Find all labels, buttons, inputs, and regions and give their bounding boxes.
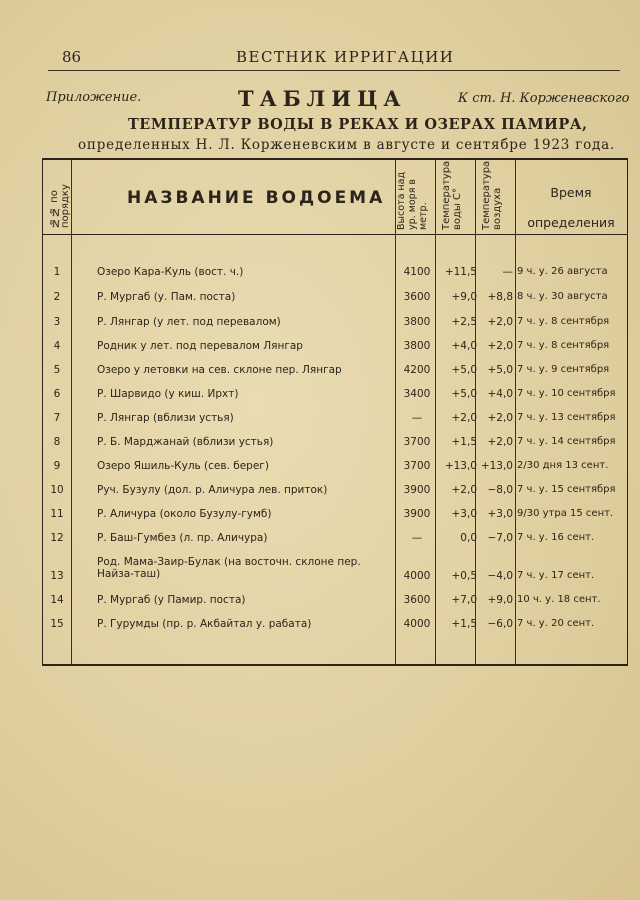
row-number: 14: [50, 594, 64, 606]
row-name: Р. Б. Марджанай (вблизи устья): [97, 436, 274, 448]
row-air-temp: +13,0: [480, 460, 513, 472]
row-time: 7 ч. у. 15 сентября: [517, 484, 616, 495]
row-number: 2: [53, 291, 61, 303]
row-name: Р. Шарвидо (у киш. Ирхт): [97, 388, 239, 400]
row-altitude: 3900: [403, 484, 431, 496]
row-altitude: 3800: [403, 316, 431, 328]
row-name: Р. Аличура (около Бузулу-гумб): [97, 508, 272, 520]
table-row: [43, 291, 627, 313]
row-air-temp: +4,0: [487, 388, 513, 400]
row-name: Озеро у летовки на сев. склоне пер. Лянгар: [97, 364, 342, 376]
row-number: 10: [50, 484, 64, 496]
row-time: 7 ч. у. 16 сент.: [517, 532, 595, 543]
row-number: 11: [50, 508, 64, 520]
table-row: [43, 594, 627, 616]
row-water-temp: +2,0: [451, 484, 477, 496]
row-time: 7 ч. у. 20 сент.: [517, 618, 595, 629]
header-rule: [48, 70, 620, 71]
row-altitude: 3600: [403, 291, 431, 303]
row-air-temp: +2,0: [487, 340, 513, 352]
row-number: 7: [53, 412, 61, 424]
row-name: Родник у лет. под перевалом Лянгар: [97, 340, 303, 352]
row-water-temp: +1,5: [451, 618, 477, 630]
row-name: Р. Мургаб (у Памир. поста): [97, 594, 246, 606]
row-name: Р. Мургаб (у. Пам. поста): [97, 291, 236, 303]
row-number: 9: [53, 460, 61, 472]
header-water-temp: Температура воды С°: [441, 160, 463, 230]
row-air-temp: +3,0: [487, 508, 513, 520]
row-time: 7 ч. у. 13 сентября: [517, 412, 616, 423]
row-time: 7 ч. у. 14 сентября: [517, 436, 616, 447]
row-name: Озеро Кара-Куль (вост. ч.): [97, 266, 244, 278]
row-number: 8: [53, 436, 61, 448]
appendix-label: Приложение.: [46, 90, 142, 105]
row-altitude: 3700: [403, 460, 431, 472]
row-time: 7 ч. у. 8 сентября: [517, 316, 610, 327]
row-water-temp: +5,0: [451, 388, 477, 400]
header-num: №№ по порядку: [49, 184, 71, 228]
table-row: [43, 484, 627, 506]
table-row: [43, 412, 627, 434]
row-water-temp: +2,5: [451, 316, 477, 328]
row-water-temp: +4,0: [451, 340, 477, 352]
row-name: Руч. Бузулу (дол. р. Аличура лев. приток): [97, 484, 328, 496]
row-altitude: 3800: [403, 340, 431, 352]
table-row: [43, 508, 627, 530]
row-altitude: —: [411, 412, 423, 424]
row-name: Род. Мама-Заир-Булак (на восточн. склоне пер. Найза-таш): [97, 556, 361, 580]
row-air-temp: +2,0: [487, 316, 513, 328]
table-row: [43, 436, 627, 458]
table-title: ТАБЛИЦА: [238, 86, 407, 111]
row-altitude: 4000: [403, 570, 431, 582]
row-number: 15: [50, 618, 64, 630]
row-water-temp: +13,0: [444, 460, 477, 472]
row-number: 3: [53, 316, 61, 328]
journal-title: ВЕСТНИК ИРРИГАЦИИ: [236, 48, 455, 66]
table-row: [43, 364, 627, 386]
table-row: [43, 618, 627, 640]
row-altitude: 3600: [403, 594, 431, 606]
table-row: [43, 340, 627, 362]
row-time: 7 ч. у. 17 сент.: [517, 570, 595, 581]
row-air-temp: +5,0: [487, 364, 513, 376]
row-time: 7 ч. у. 8 сентября: [517, 340, 610, 351]
row-air-temp: −8,0: [487, 484, 513, 496]
row-air-temp: +2,0: [487, 412, 513, 424]
row-name: Р. Лянгар (у лет. под перевалом): [97, 316, 281, 328]
header-altitude: Высота над ур. моря в метр.: [396, 171, 429, 230]
row-air-temp: +2,0: [487, 436, 513, 448]
header-air-temp: Температура воздуха: [481, 160, 503, 230]
row-altitude: 3400: [403, 388, 431, 400]
article-reference: К ст. Н. Корженевского: [458, 91, 630, 106]
row-air-temp: —: [502, 266, 513, 278]
row-altitude: 3700: [403, 436, 431, 448]
table-row: [43, 266, 627, 288]
row-water-temp: +1,5: [451, 436, 477, 448]
row-water-temp: +2,0: [451, 412, 477, 424]
table-row: [43, 388, 627, 410]
row-number: 12: [50, 532, 64, 544]
header-name: НАЗВАНИЕ ВОДОЕМА: [127, 188, 386, 208]
row-time: 2/30 дня 13 сент.: [517, 460, 609, 471]
temperature-table: [42, 158, 628, 666]
row-air-temp: −6,0: [487, 618, 513, 630]
row-time: 10 ч. у. 18 сент.: [517, 594, 601, 605]
row-air-temp: +9,0: [487, 594, 513, 606]
page-number: 86: [62, 48, 82, 66]
row-time: 7 ч. у. 10 сентября: [517, 388, 616, 399]
row-water-temp: +0,5: [451, 570, 477, 582]
row-air-temp: −4,0: [487, 570, 513, 582]
row-name: Р. Лянгар (вблизи устья): [97, 412, 234, 424]
row-name: Р. Гурумды (пр. р. Акбайтал у. рабата): [97, 618, 312, 630]
header-time-line1: Время: [550, 185, 592, 200]
row-name: Озеро Яшиль-Куль (сев. берег): [97, 460, 269, 472]
row-water-temp: +3,0: [451, 508, 477, 520]
table-row: [43, 316, 627, 338]
table-row: [43, 556, 627, 582]
row-air-temp: −7,0: [487, 532, 513, 544]
row-number: 1: [53, 266, 61, 278]
row-water-temp: +9,0: [451, 291, 477, 303]
row-time: 9 ч. у. 26 августа: [517, 266, 608, 277]
table-subtitle-line2: определенных Н. Л. Корженевским в августе и сентябре 1923 года.: [78, 137, 616, 153]
row-time: 7 ч. у. 9 сентября: [517, 364, 610, 375]
row-water-temp: 0,0: [460, 532, 477, 544]
row-altitude: —: [411, 532, 423, 544]
table-row: [43, 460, 627, 482]
header-time-line2: определения: [527, 215, 615, 230]
row-number: 4: [53, 340, 61, 352]
row-time: 8 ч. у. 30 августа: [517, 291, 608, 302]
table-subtitle: ТЕМПЕРАТУР ВОДЫ В РЕКАХ И ОЗЕРАХ ПАМИРА,: [128, 116, 588, 133]
row-water-temp: +7,0: [451, 594, 477, 606]
table-row: [43, 532, 627, 554]
row-number: 5: [53, 364, 61, 376]
header-time: [515, 178, 627, 238]
row-name: Р. Баш-Гумбез (л. пр. Аличура): [97, 532, 268, 544]
row-time: 9/30 утра 15 сент.: [517, 508, 614, 519]
row-water-temp: +5,0: [451, 364, 477, 376]
row-air-temp: +8,8: [487, 291, 513, 303]
row-altitude: 4100: [403, 266, 431, 278]
row-altitude: 4000: [403, 618, 431, 630]
row-number: 13: [50, 570, 64, 582]
row-altitude: 4200: [403, 364, 431, 376]
row-water-temp: +11,5: [444, 266, 477, 278]
row-number: 6: [53, 388, 61, 400]
row-altitude: 3900: [403, 508, 431, 520]
